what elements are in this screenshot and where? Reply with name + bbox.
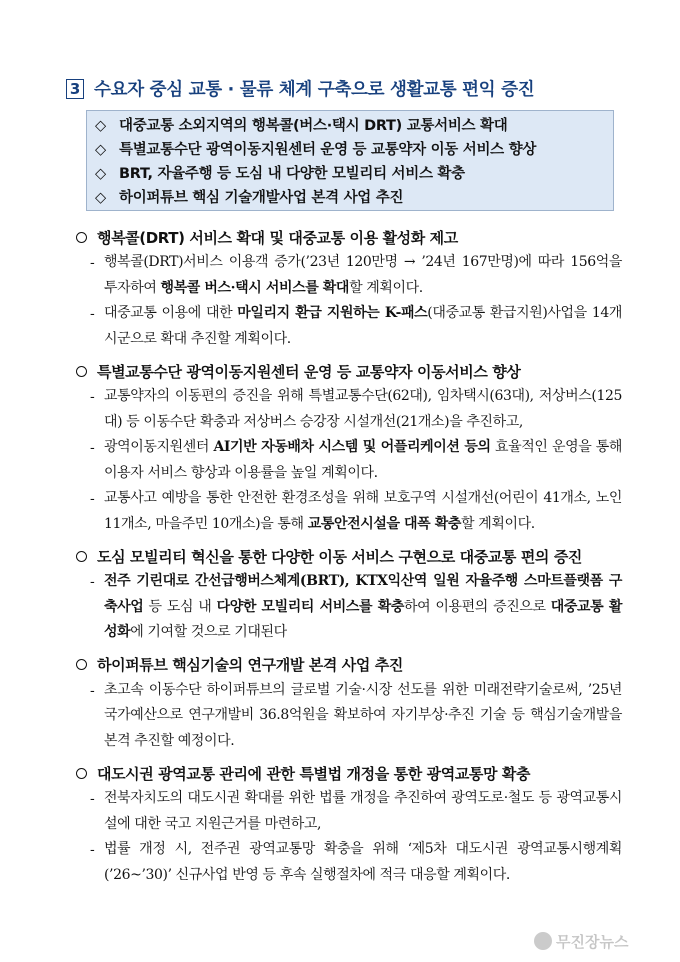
dash-bullet-icon: - xyxy=(90,791,95,807)
section-heading-title: 수요자 중심 교통 · 물류 체계 구축으로 생활교통 편익 증진 xyxy=(94,80,535,100)
section-title: 도심 모빌리티 혁신을 통한 다양한 이동 서비스 구현으로 대중교통 편의 증진 xyxy=(72,543,632,569)
item-text: 광역이동지원센터 AI기반 자동배차 시스템 및 어플리케이션 등의 효율적인 운영을 통해 이용자 서비스 향상과 이용률을 높일 계획이다. xyxy=(104,439,622,481)
list-item xyxy=(90,486,622,537)
item-text: 교통사고 예방을 통한 안전한 환경조성을 위해 보호구역 시설개선(어린이 41개소, 노인 11개소, 마을주민 10개소)을 통해 교통안전시설을 대폭 확충할 계획이다. xyxy=(104,490,622,532)
circle-bullet-icon xyxy=(76,366,87,377)
list-item xyxy=(90,678,622,755)
summary-box xyxy=(86,110,614,211)
list-item xyxy=(90,435,622,486)
section-title: 특별교통수단 광역이동지원센터 운영 등 교통약자 이동서비스 향상 xyxy=(72,358,632,384)
watermark: 무진장뉴스 xyxy=(534,928,674,954)
dash-bullet-icon: - xyxy=(90,389,95,405)
item-text: 전북자치도의 대도시권 확대를 위한 법률 개정을 추진하여 광역도로·철도 등 광역교통시설에 대한 국고 지원근거를 마련하고, xyxy=(104,790,622,832)
item-text: 전주 기린대로 간선급행버스체계(BRT), KTX익산역 일원 자율주행 스마트플랫폼 구축사업 등 도심 내 다양한 모빌리티 서비스를 확충하여 이용편의 증진으로 대중교통 활성화에 기여할 것으로 기대된다 xyxy=(104,573,622,640)
item-text: 대중교통 이용에 대한 마일리지 환급 지원하는 K-패스(대중교통 환급지원)사업을 14개 시군으로 확대 추진할 계획이다. xyxy=(104,305,622,347)
summary-item: ◇ BRT, 자율주행 등 도심 내 다양한 모빌리티 서비스 확충 xyxy=(95,162,613,186)
circle-bullet-icon xyxy=(76,232,87,243)
dash-bullet-icon: - xyxy=(90,682,95,699)
content-section xyxy=(72,224,632,352)
diamond-bullet-icon: ◇ xyxy=(95,118,106,134)
dash-bullet-icon: - xyxy=(90,255,95,271)
content-section xyxy=(72,760,632,888)
item-text: 교통약자의 이동편의 증진을 위해 특별교통수단(62대), 임차택시(63대), 저상버스(125대) 등 이동수단 확충과 저상버스 승강장 시설개선(21개소)을 추진하고, xyxy=(104,388,622,430)
dash-bullet-icon: - xyxy=(90,574,95,590)
summary-item: ◇ 하이퍼튜브 핵심 기술개발사업 본격 사업 추진 xyxy=(95,186,613,210)
list-item xyxy=(90,250,622,301)
dash-bullet-icon: - xyxy=(90,306,95,322)
list-item xyxy=(90,301,622,352)
summary-item: ◇ 대중교통 소외지역의 행복콜(버스·택시 DRT) 교통서비스 확대 xyxy=(95,114,613,138)
diamond-bullet-icon: ◇ xyxy=(95,190,106,206)
list-item xyxy=(90,786,622,837)
section-title: 행복콜(DRT) 서비스 확대 및 대중교통 이용 활성화 제고 xyxy=(72,224,632,250)
dash-bullet-icon: - xyxy=(90,440,95,456)
summary-item: ◇ 특별교통수단 광역이동지원센터 운영 등 교통약자 이동 서비스 향상 xyxy=(95,138,613,162)
watermark-logo-icon xyxy=(534,932,552,950)
dash-bullet-icon: - xyxy=(90,842,95,858)
content-section xyxy=(72,652,632,755)
section-title: 대도시권 광역교통 관리에 관한 특별법 개정을 통한 광역교통망 확충 xyxy=(72,760,632,786)
sections-container xyxy=(72,224,632,894)
circle-bullet-icon xyxy=(76,768,87,779)
section-heading xyxy=(66,76,626,101)
list-item xyxy=(90,384,622,435)
circle-bullet-icon xyxy=(76,659,87,670)
item-text: 행복콜(DRT)서비스 이용객 증가(’23년 120만명 → ’24년 167만명)에 따라 156억을 투자하여 행복콜 버스·택시 서비스를 확대할 계획이다. xyxy=(104,254,622,296)
diamond-bullet-icon: ◇ xyxy=(95,142,106,158)
content-section xyxy=(72,543,632,646)
section-title: 하이퍼튜브 핵심기술의 연구개발 본격 사업 추진 xyxy=(72,652,632,678)
list-item xyxy=(90,837,622,888)
item-text: 초고속 이동수단 하이퍼튜브의 글로벌 기술·시장 선도를 위한 미래전략기술로써, ’25년 국가예산으로 연구개발비 36.8억원을 확보하여 자기부상·추진 기술 등 핵심기술개발을 본격 추진할 예정이다. xyxy=(104,681,622,749)
dash-bullet-icon: - xyxy=(90,491,95,507)
content-section xyxy=(72,358,632,537)
list-item xyxy=(90,569,622,646)
section-number-box: 3 xyxy=(66,79,84,99)
diamond-bullet-icon: ◇ xyxy=(95,166,106,182)
circle-bullet-icon xyxy=(76,551,87,562)
item-text: 법률 개정 시, 전주권 광역교통망 확충을 위해 ‘제5차 대도시권 광역교통시행계획(’26~’30)’ 신규사업 반영 등 후속 실행절차에 적극 대응할 계획이다. xyxy=(104,841,622,883)
